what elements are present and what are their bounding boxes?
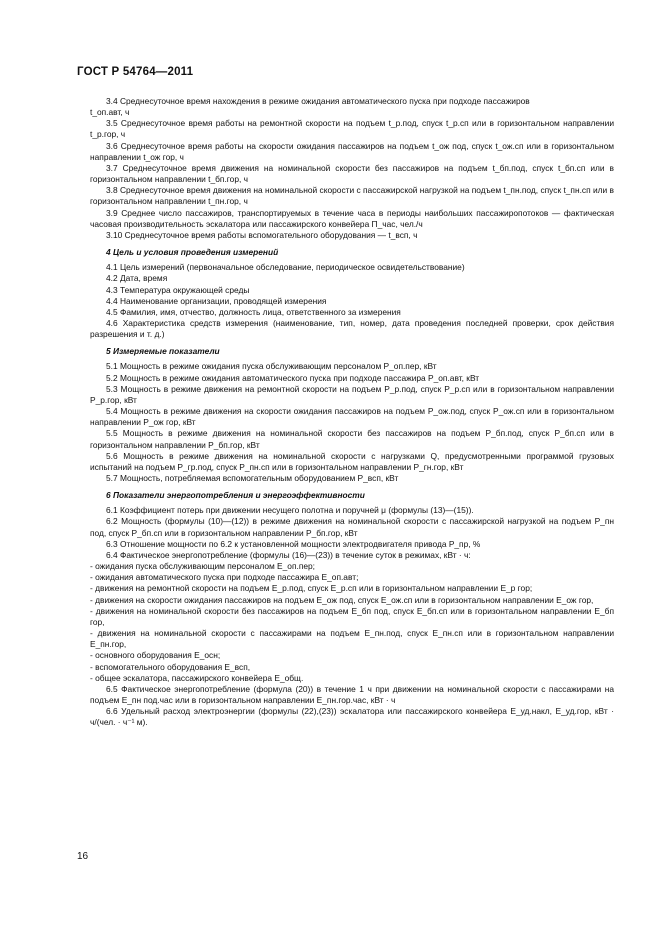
document-body [90,96,617,728]
paragraph: 5.1 Мощность в режиме ожидания пуска обслуживающим персоналом P_оп.пер, кВт [106,361,437,372]
document-header: ГОСТ Р 54764—2011 [77,66,194,78]
paragraph: 6.1 Коэффициент потерь при движении несущего полотна и поручней μ (формулы (13)—(15)). [106,505,474,516]
paragraph: 4.4 Наименование организации, проводящей измерения [106,295,327,306]
list-item: - движения на номинальной скорости без пассажиров на подъем E_бп под, спуск E_бп.сп или в горизонтальном направлении E_бп гор, [90,605,617,627]
paragraph: 6.2 Мощность (формулы (10)—(12)) в режиме движения на номинальной скорости с пассажирской нагрузкой на подъем P_пн под, спуск P_бп.сп или в горизонтальном направлении P_бп.гор, кВт [90,516,617,538]
paragraph: 5.5 Мощность в режиме движения на номинальной скорости без пассажиров на подъем P_бп.под, спуск P_бп.сп или в горизонтальном направлении P_бп.гор, кВт [90,428,617,450]
list-item: - движения на номинальной скорости с пассажирами на подъем E_пн.под, спуск E_пн.сп или в горизонтальном направлении E_пн.гор, [90,628,617,650]
paragraph: 6.4 Фактическое энергопотребление (формулы (16)—(23)) в течение суток в режимах, кВт · ч: [106,549,471,560]
section-heading: 6 Показатели энергопотребления и энергоэффективности [106,490,365,501]
list-item: - ожидания автоматического пуска при подходе пассажира E_оп.авт; [90,572,359,583]
paragraph: 3.8 Среднесуточное время движения на номинальной скорости с пассажирской нагрузкой на подъем t_пн.под, спуск t_пн.сп или в горизонтальном направлении t_пн.гор, ч [90,185,617,207]
section-heading: 4 Цель и условия проведения измерений [106,247,279,258]
list-item: - вспомогательного оборудования E_всп, [90,661,251,672]
list-item: - ожидания пуска обслуживающим персоналом E_оп.пер; [90,561,316,572]
list-item: - основного оборудования E_осн; [90,650,221,661]
paragraph: 4.2 Дата, время [106,273,168,284]
paragraph: 5.3 Мощность в режиме движения на ремонтной скорости на подъем P_р.под, спуск P_р.сп или в горизонтальном направлении P_р.гор, кВт [90,383,617,405]
paragraph: 4.3 Температура окружающей среды [106,284,250,295]
paragraph: 3.4 Среднесуточное время нахождения в режиме ожидания автоматического пуска при подходе пассажиров [106,96,530,106]
paragraph: 4.1 Цель измерений (первоначальное обследование, периодическое освидетельствование) [106,262,465,273]
list-item: - движения на ремонтной скорости на подъем E_р.под, спуск E_р.сп или в горизонтальном направлении E_р гор; [90,583,533,594]
paragraph: 3.9 Среднее число пассажиров, транспортируемых в течение часа в периоды наибольших пассажиропотоков — фактическая часовая производительность эскалатора или пассажирского конвейера П_час, чел./ч [90,207,617,229]
paragraph: 3.7 Среднесуточное время движения на номинальной скорости без пассажиров на подъем t_бп.под, спуск t_бп.сп или в горизонтальном направлении t_бп.гор, ч [90,162,617,185]
paragraph: 4.5 Фамилия, имя, отчество, должность лица, ответственного за измерения [106,306,401,317]
list-item: - движения на скорости ожидания пассажиров на подъем E_ож под, спуск E_ож.сп или в горизонтальном направлении E_ож гор, [90,594,594,605]
paragraph: 3.10 Среднесуточное время работы вспомогательного оборудования — t_всп, ч [106,229,418,240]
paragraph: 6.3 Отношение мощности по 6.2 к установленной мощности электродвигателя привода P_пр, % [106,538,481,549]
list-item: - общее эскалатора, пассажирского конвейера E_общ. [90,672,304,683]
paragraph: 5.2 Мощность в режиме ожидания автоматического пуска при подходе пассажира P_оп.авт, кВт [106,372,480,383]
paragraph: 3.6 Среднесуточное время работы на скорости ожидания пассажиров на подъем t_ож под, спуск t_ож.сп или в горизонтальном направлении t_ож гор, ч [90,140,617,162]
section-heading: 5 Измеряемые показатели [106,346,220,357]
paragraph: 5.6 Мощность в режиме движения на номинальной скорости с нагрузками Q, предусмотренными программой грузовых испытаний на подъем P_гр.под, спуск P_пн.сп или в горизонтальном направлении P_гн.гор, кВт [90,450,617,472]
paragraph: 4.6 Характеристика средств измерения (наименование, тип, номер, дата проведения последней проверки, срок действия разрешения и т. д.) [90,317,617,340]
paragraph: 3.5 Среднесуточное время работы на ремонтной скорости на подъем t_р.под, спуск t_р.сп или в горизонтальном направлении t_р.гор, ч [90,118,617,140]
paragraph: 5.7 Мощность, потребляемая вспомогательным оборудованием P_всп, кВт [106,473,399,483]
paragraph: 6.6 Удельный расход электроэнергии (формулы (22),(23)) эскалатора или пассажирского конвейера E_уд.накл, E_уд.гор, кВт · ч/(чел. · ч⁻¹ м). [90,706,617,728]
page-number: 16 [77,851,89,862]
paragraph: t_оп.авт, ч [90,107,130,118]
paragraph: 5.4 Мощность в режиме движения на скорости ожидания пассажиров на подъем P_ож.под, спуск P_ож.сп или в горизонтальном направлении P_ож гор, кВт [90,406,617,428]
paragraph: 6.5 Фактическое энергопотребление (формула (20)) в течение 1 ч при движении на номинальной скорости с пассажирами на подъем E_пн под.час или в горизонтальном направлении E_пн.гор.час, кВт · ч [90,683,617,705]
